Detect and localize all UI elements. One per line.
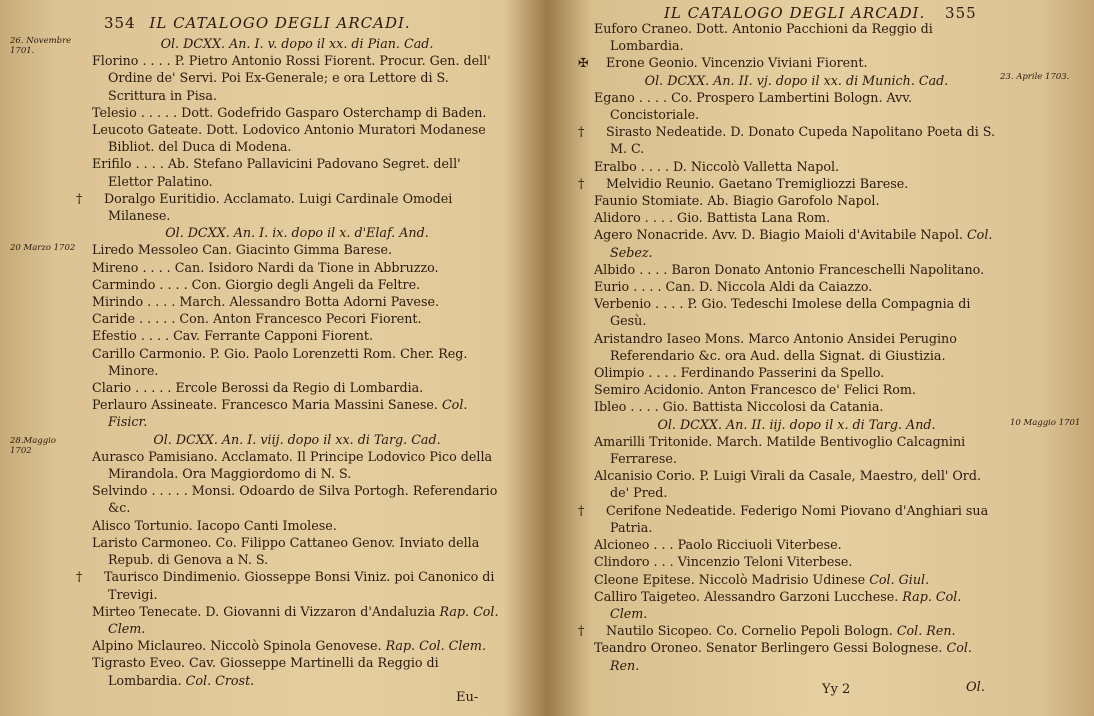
member-identity: . . . . Can. D. Niccola Aldi da Caiazzo. — [633, 279, 873, 295]
catalog-entry — [594, 467, 999, 501]
arcadian-name: Carillo Carmonio. — [92, 345, 206, 361]
member-identity: Federigo Nomi Piovano d'Anghiari sua Patria. — [610, 502, 989, 535]
colony-note: Rap. Col. Clem. — [610, 588, 962, 621]
left-catalog-body — [76, 35, 502, 689]
arcadian-name: Aristandro Iaseo — [594, 330, 701, 346]
left-catchword: Eu- — [456, 690, 479, 705]
catalog-entry — [594, 330, 999, 364]
left-margin-note-3: 28.Maggio 1702 — [10, 436, 57, 456]
arcadian-name: Clindoro — [594, 554, 650, 570]
catalog-entry — [594, 588, 999, 622]
section-heading: Ol. DCXX. An. II. iij. dopo il x. di Targ. And. — [657, 416, 936, 432]
section-heading: Ol. DCXX. An. I. viij. dopo il xx. di Targ. Cad. — [153, 431, 441, 447]
arcadian-name: Mirindo — [92, 294, 144, 310]
arcadian-name: Tigrasto Eveo. — [92, 655, 185, 671]
arcadian-name: Erone Geonio. — [606, 55, 698, 71]
arcadian-name: Melvidio Reunio. — [606, 175, 715, 191]
member-identity: March. Matilde Bentivoglio Calcagnini Ferrarese. — [610, 433, 966, 467]
catalog-entry — [92, 155, 502, 189]
colony-note: Col. Ren. — [610, 640, 972, 673]
section-heading: Ol. DCXX. An. II. vj. dopo il xx. di Munich. Cad. — [644, 72, 949, 88]
member-identity: Acclamato. Luigi Cardinale Omodei Milanese. — [108, 190, 453, 224]
catalog-entry — [76, 190, 502, 224]
arcadian-name: Laristo Carmoneo. — [92, 534, 212, 550]
arcadian-name: Cleone Epitese. — [594, 571, 695, 587]
member-identity: D. Donato Cupeda Napolitano Poeta di S. M. C. — [610, 124, 996, 157]
dagger-mark: ✠ — [578, 55, 589, 71]
right-catchword: Ol. — [966, 680, 985, 695]
arcadian-name: Euforo Craneo. — [594, 21, 692, 36]
member-identity: Senator Berlingero Gessi Bolognese. — [705, 640, 943, 656]
member-identity: . . . . . Dott. Godefrido Gasparo Osterchamp di Baden. — [140, 104, 487, 120]
section-heading: Ol. DCXX. An. I. v. dopo il xx. di Pian. Cad. — [160, 36, 434, 51]
arcadian-name: Olimpio — [594, 365, 645, 381]
member-identity: . . . Vincenzio Teloni Viterbese. — [653, 554, 853, 570]
catalog-entry — [92, 654, 502, 688]
arcadian-name: Mireno — [92, 259, 139, 275]
right-catalog-body — [578, 20, 999, 674]
member-identity: Iacopo Canti Imolese. — [196, 517, 337, 533]
arcadian-name: Efestio — [92, 328, 137, 344]
catalog-entry — [92, 327, 502, 344]
arcadian-name: Cerifone Nedeatide. — [606, 502, 737, 518]
catalog-entry — [92, 603, 502, 637]
arcadian-name: Faunio Stomiate. — [594, 193, 704, 209]
member-identity: P. Gio. Paolo Lorenzetti Rom. Cher. Reg. Minore. — [108, 345, 468, 378]
member-identity: Alessandro Garzoni Lucchese. — [704, 588, 899, 604]
right-margin-note-2: 10 Maggio 1701 — [1010, 418, 1081, 428]
catalog-entry — [594, 278, 999, 295]
member-identity: . . . Paolo Ricciuoli Viterbese. — [653, 537, 842, 553]
arcadian-name: Taurisco Dindimenio. — [104, 569, 241, 585]
arcadian-name: Alidoro — [594, 210, 641, 226]
colony-note: Col. Sebez. — [610, 227, 993, 260]
catalog-entry — [578, 502, 999, 536]
catalog-entry — [92, 517, 502, 534]
arcadian-name: Verbenio — [594, 296, 652, 312]
catalog-entry — [92, 293, 502, 310]
dagger-mark: † — [578, 175, 585, 191]
catalog-entry — [92, 379, 502, 396]
member-identity: Vincenzio Viviani Fiorent. — [701, 55, 868, 71]
member-identity: . . . . P. Gio. Tedeschi Imolese della Compagnia di Gesù. — [610, 296, 971, 329]
right-margin-note-1: 23. Aprile 1703. — [1000, 72, 1070, 82]
catalog-entry — [594, 158, 999, 175]
member-identity: Anton Francesco de' Felici Rom. — [707, 382, 916, 398]
catalog-entry — [76, 568, 502, 602]
member-identity: . . . . Gio. Battista Niccolosi da Catania. — [630, 399, 884, 415]
member-identity: Can. Giacinto Gimma Barese. — [202, 242, 393, 258]
catalog-entry — [594, 261, 999, 278]
arcadian-name: Clario — [92, 380, 132, 396]
arcadian-name: Alisco Tortunio. — [92, 517, 193, 533]
right-page — [552, 0, 1094, 716]
right-page-number: 355 — [945, 4, 977, 22]
member-identity: Francesco Maria Massini Sanese. — [221, 397, 438, 413]
catalog-entry — [578, 622, 999, 639]
member-identity: . . . . Ferdinando Passerini da Spello. — [648, 365, 885, 381]
left-page-number: 354 — [104, 14, 136, 32]
arcadian-name: Leucoto Gateate. — [92, 122, 203, 138]
catalog-entry — [594, 398, 999, 415]
member-identity: Avv. D. Biagio Maioli d'Avitabile Napol. — [711, 227, 963, 243]
arcadian-name: Liredo Messoleo — [92, 242, 199, 258]
member-identity: Acclamato. Il Principe Lodovico Pico della Mirandola. Ora Maggiordomo di N. S. — [108, 448, 493, 482]
arcadian-name: Doralgo Euritidio. — [104, 190, 220, 206]
member-identity: Cav. Giosseppe Martinelli da Reggio di Lombardia. — [108, 655, 439, 688]
left-margin-note-1: 26. Novembre 1701. — [10, 36, 72, 56]
catalog-entry — [594, 20, 999, 54]
arcadian-name: Calliro Taigeteo. — [594, 588, 700, 604]
member-identity: Dott. Lodovico Antonio Muratori Modanese Bibliot. del Duca di Modena. — [108, 122, 486, 155]
catalog-entry — [594, 381, 999, 398]
member-identity: Niccolò Madrisio Udinese — [698, 571, 866, 587]
catalog-entry — [594, 209, 999, 226]
member-identity: Niccolò Spinola Genovese. — [210, 638, 382, 654]
arcadian-name: Selvindo — [92, 483, 148, 499]
member-identity: . . . . Baron Donato Antonio Franceschelli Napolitano. — [639, 261, 985, 277]
catalog-entry — [92, 310, 502, 327]
member-identity: . . . . . Ercole Berossi da Regio di Lombardia. — [135, 380, 424, 396]
arcadian-name: Eurio — [594, 279, 630, 295]
member-identity: . . . . Con. Giorgio degli Angeli da Feltre. — [159, 276, 421, 292]
left-running-head: IL CATALOGO DEGLI ARCADI. — [149, 14, 411, 32]
arcadian-name: Perlauro Assineate. — [92, 397, 218, 413]
right-signature: Yy 2 — [822, 682, 851, 697]
member-identity: Mons. Marco Antonio Ansidei Perugino Referendario &c. ora Aud. della Signat. di Giustizia. — [610, 330, 957, 363]
dagger-mark: † — [76, 190, 83, 206]
member-identity: . . . . D. Niccolò Valletta Napol. — [640, 158, 840, 174]
arcadian-name: Aurasco Pamisiano. — [92, 448, 218, 464]
member-identity: . . . . Can. Isidoro Nardi da Tione in Abbruzzo. — [142, 259, 439, 275]
arcadian-name: Florino — [92, 53, 139, 69]
catalog-entry — [92, 104, 502, 121]
left-page — [0, 0, 540, 716]
arcadian-name: Albido — [594, 261, 636, 277]
dagger-mark: † — [76, 569, 83, 585]
section-heading: Ol. DCXX. An. I. ix. dopo il x. d'Elaf. And. — [165, 225, 429, 241]
catalog-entry — [92, 448, 502, 482]
arcadian-name: Mirteo Tenecate. — [92, 603, 202, 619]
dagger-mark: † — [578, 502, 585, 518]
right-running-head: IL CATALOGO DEGLI ARCADI. — [664, 4, 926, 22]
catalog-entry — [92, 241, 502, 258]
member-identity: Ab. Biagio Garofolo Napol. — [707, 193, 880, 209]
catalog-entry — [594, 89, 999, 123]
member-identity: Gaetano Tremigliozzi Barese. — [718, 175, 909, 191]
catalog-entry — [594, 553, 999, 570]
member-identity: . . . . . Con. Anton Francesco Pecori Fiorent. — [139, 311, 422, 327]
colony-note: Col. Ren. — [896, 623, 956, 639]
colony-note: Col. Crost. — [185, 672, 255, 688]
arcadian-name: Caride — [92, 311, 136, 327]
arcadian-name: Semiro Acidonio. — [594, 382, 704, 398]
catalog-entry — [594, 295, 999, 329]
arcadian-name: Eralbo — [594, 158, 637, 174]
colony-note: Col. Giul. — [869, 571, 930, 587]
left-header — [104, 14, 411, 32]
catalog-entry — [92, 637, 502, 654]
catalog-entry — [594, 364, 999, 381]
catalog-entry — [92, 396, 502, 430]
colony-note: Rap. Col. Clem. — [385, 638, 486, 654]
member-identity: . . . . Co. Prospero Lambertini Bologn. Avv. Concistoriale. — [610, 89, 913, 123]
catalog-entry — [92, 52, 502, 104]
member-identity: Co. Filippo Cattaneo Genov. Inviato della Repub. di Genova a N. S. — [108, 534, 480, 568]
member-identity: . . . . . Monsi. Odoardo de Silva Portogh. Referendario &c. — [108, 483, 498, 516]
catalog-entry — [594, 571, 999, 588]
arcadian-name: Telesio — [92, 104, 137, 120]
catalog-entry — [594, 192, 999, 209]
left-margin-note-2: 20 Marzo 1702 — [10, 243, 76, 253]
dagger-mark: † — [578, 623, 585, 639]
catalog-entry — [92, 345, 502, 379]
member-identity: Co. Cornelio Pepoli Bologn. — [716, 623, 893, 639]
catalog-entry — [92, 534, 502, 568]
arcadian-name: Amarilli Tritonide. — [594, 433, 713, 449]
arcadian-name: Nautilo Sicopeo. — [606, 623, 713, 639]
member-identity: Dott. Antonio Pacchioni da Reggio di Lombardia. — [610, 21, 933, 54]
arcadian-name: Teandro Oroneo. — [594, 640, 702, 656]
catalog-entry — [92, 482, 502, 516]
arcadian-name: Alcanisio Corio. — [594, 468, 696, 484]
arcadian-name: Sirasto Nedeatide. — [606, 124, 727, 140]
catalog-entry — [578, 175, 999, 192]
arcadian-name: Agero Nonacride. — [594, 227, 708, 243]
catalog-entry — [92, 276, 502, 293]
member-identity: . . . . March. Alessandro Botta Adorni Pavese. — [147, 294, 439, 310]
catalog-entry — [594, 433, 999, 467]
arcadian-name: Alcioneo — [594, 537, 650, 553]
arcadian-name: Erifilo — [92, 156, 132, 172]
colony-note: Rap. Col. Clem. — [108, 603, 499, 636]
member-identity: . . . . Gio. Battista Lana Rom. — [644, 210, 831, 226]
catalog-entry — [578, 123, 999, 157]
catalog-entry — [594, 536, 999, 553]
catalog-entry — [594, 639, 999, 673]
catalog-entry — [92, 259, 502, 276]
arcadian-name: Ibleo — [594, 399, 627, 415]
colony-note: Col. Fisicr. — [108, 397, 468, 430]
arcadian-name: Alpino Miclaureo. — [92, 638, 207, 654]
member-identity: . . . . P. Pietro Antonio Rossi Fiorent. Procur. Gen. dell' Ordine de' Servi. Poi Ex-Generale; e ora Lettore di S. Scrittura in Pisa. — [108, 53, 491, 103]
arcadian-name: Carmindo — [92, 276, 156, 292]
member-identity: P. Luigi Virali da Casale, Maestro, dell' Ord. de' Pred. — [610, 468, 982, 501]
member-identity: D. Giovanni di Vizzaron d'Andaluzia — [205, 603, 436, 619]
member-identity: . . . . Ab. Stefano Pallavicini Padovano Segret. dell' Elettor Palatino. — [108, 156, 461, 189]
catalog-entry — [578, 54, 999, 71]
member-identity: . . . . Cav. Ferrante Capponi Fiorent. — [140, 328, 374, 344]
arcadian-name: Egano — [594, 89, 635, 105]
dagger-mark: † — [578, 124, 585, 140]
catalog-entry — [594, 226, 999, 260]
member-identity: Giosseppe Bonsi Viniz. poi Canonico di Trevigi. — [108, 569, 495, 602]
catalog-entry — [92, 121, 502, 155]
